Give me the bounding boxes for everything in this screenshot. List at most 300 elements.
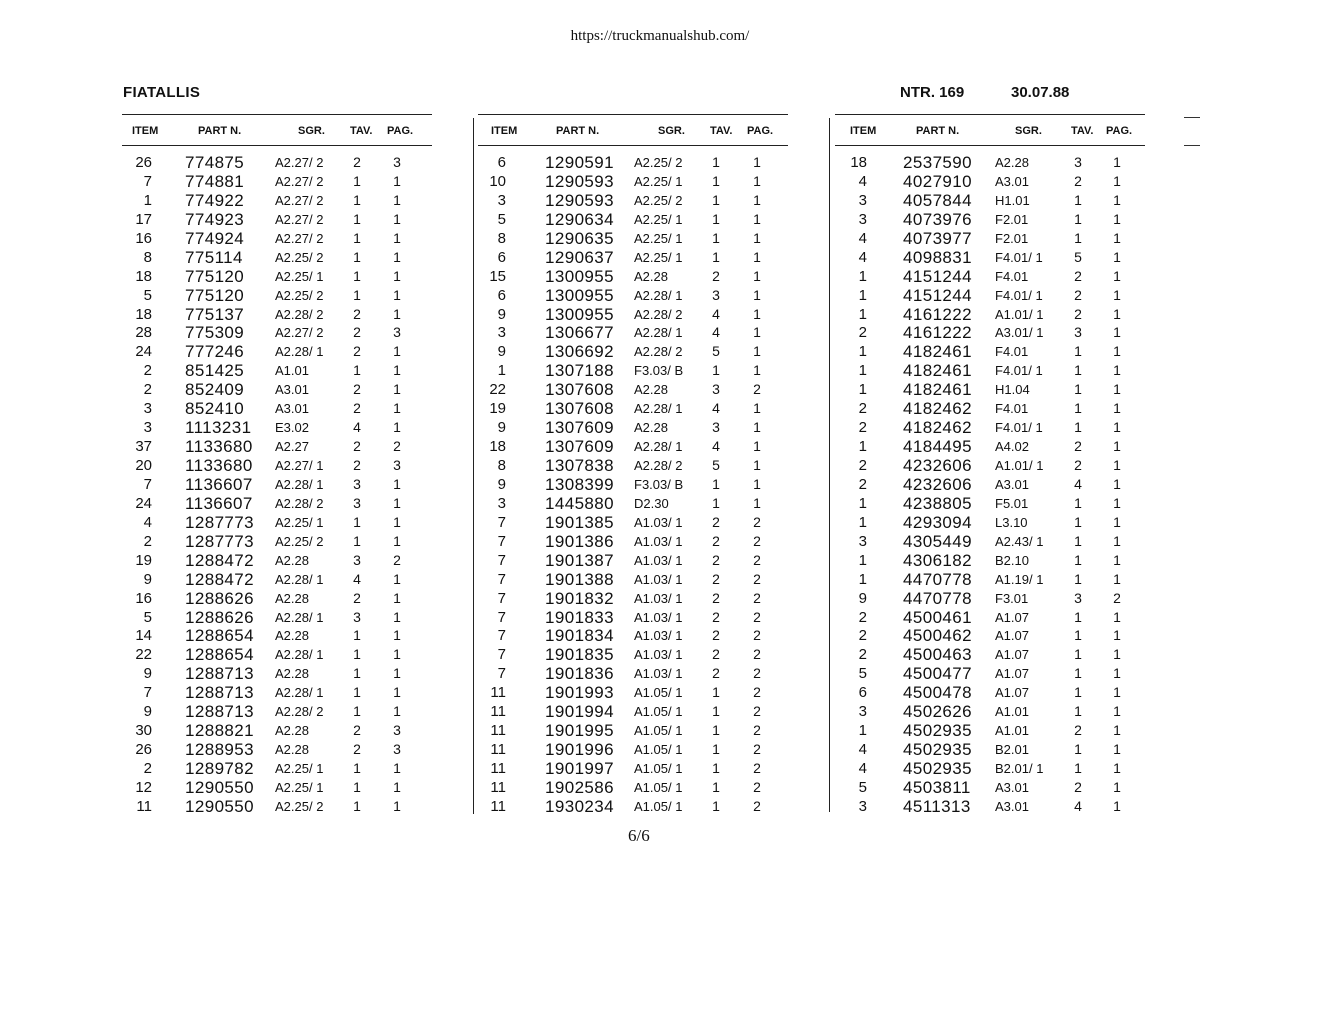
table-cell: 2 [712, 532, 720, 549]
part-number-cell: 4502626 [903, 702, 972, 722]
table-row [478, 286, 788, 305]
table-cell: 2 [712, 570, 720, 587]
subgroup-cell: F3.01 [995, 590, 1029, 606]
table-cell: 1 [712, 778, 720, 795]
item-cell: 7 [497, 627, 506, 645]
part-number-cell: 1445880 [545, 493, 614, 513]
part-number-cell: 774881 [185, 171, 245, 191]
subgroup-cell: A1.03/ 1 [634, 533, 683, 549]
part-number-cell: 1290593 [545, 190, 614, 210]
part-number-cell: 4182461 [903, 380, 972, 400]
table-row [835, 305, 1145, 324]
item-cell: 6 [497, 248, 506, 266]
part-number-cell: 775114 [185, 247, 243, 267]
part-number-cell: 1901386 [545, 531, 614, 551]
item-cell: 3 [858, 703, 867, 721]
part-number-cell: 1288626 [185, 588, 254, 608]
table-cell: 3 [353, 608, 361, 625]
table-cell: 1 [712, 210, 720, 227]
item-cell: 2 [858, 324, 867, 342]
part-number-cell: 1901385 [545, 512, 614, 532]
table-row [122, 191, 432, 210]
item-cell: 5 [858, 665, 867, 683]
page-cell: 1 [1113, 154, 1121, 170]
item-cell: 9 [497, 343, 506, 361]
item-cell: 2 [143, 532, 152, 550]
subgroup-cell: A1.03/ 1 [634, 609, 683, 625]
table-row [122, 418, 432, 437]
table-cell: 2 [353, 343, 361, 360]
subgroup-cell: D2.30 [634, 495, 669, 511]
table-cell: 1 [353, 627, 361, 644]
subgroup-cell: A3.01 [995, 779, 1029, 795]
part-number-cell: 4500462 [903, 626, 972, 646]
column-divider [829, 118, 830, 812]
page-cell: 1 [753, 191, 761, 208]
header-pag: PAG. [1106, 125, 1133, 137]
table-row [478, 437, 788, 456]
table-cell: 1 [712, 760, 720, 776]
subgroup-cell: A2.27/ 2 [275, 155, 324, 170]
table-cell: 2 [1074, 172, 1082, 189]
table-row [835, 456, 1145, 475]
table-row [478, 797, 788, 816]
part-number-cell: 4238805 [903, 493, 972, 513]
subgroup-cell: A1.07 [995, 609, 1029, 625]
item-cell: 11 [490, 760, 506, 777]
item-cell: 15 [489, 267, 506, 285]
subgroup-cell: A1.19/ 1 [995, 571, 1044, 587]
table-row [478, 778, 788, 797]
source-url[interactable]: https://truckmanualshub.com/ [570, 28, 750, 44]
table-row [835, 494, 1145, 513]
table-body [835, 146, 1145, 816]
table-row [478, 418, 788, 437]
table-row [122, 323, 432, 342]
subgroup-cell: A2.28/ 2 [634, 344, 683, 360]
part-number-cell: 1307609 [545, 437, 614, 457]
table-row [122, 456, 432, 475]
item-cell: 7 [497, 551, 506, 569]
table-row [122, 248, 432, 267]
part-number-cell: 4470778 [903, 569, 972, 589]
subgroup-cell: A2.25/ 1 [275, 268, 324, 284]
part-number-cell: 4500461 [903, 607, 972, 627]
table-row [478, 570, 788, 589]
table-cell: 3 [353, 475, 361, 492]
page-cell: 2 [1113, 589, 1121, 606]
part-number-cell: 4503811 [903, 777, 971, 797]
header-part: PART N. [916, 125, 960, 137]
subgroup-cell: E3.02 [275, 420, 309, 436]
subgroup-cell: A2.25/ 2 [275, 533, 324, 549]
table-row [835, 551, 1145, 570]
table-cell: 1 [353, 267, 361, 284]
part-number-cell: 1901833 [545, 607, 614, 627]
page-cell: 3 [393, 154, 401, 170]
subgroup-cell: B2.01 [995, 742, 1029, 758]
item-cell: 14 [135, 627, 152, 645]
table-row [835, 645, 1145, 664]
item-cell: 1 [858, 381, 867, 399]
item-cell: 9 [143, 570, 152, 588]
table-row [122, 437, 432, 456]
item-cell: 5 [497, 210, 506, 228]
subgroup-cell: A2.27 [275, 439, 309, 455]
item-cell: 1 [858, 722, 867, 740]
margin-mark [1184, 117, 1200, 118]
part-number-cell: 4073976 [903, 209, 972, 229]
header-pag: PAG. [747, 125, 774, 137]
table-row [122, 626, 432, 645]
page-cell: 2 [753, 551, 761, 568]
part-number-cell: 2537590 [903, 153, 972, 172]
part-number-cell: 1287773 [185, 531, 254, 551]
subgroup-cell: A2.25/ 2 [275, 287, 324, 303]
page-cell: 1 [1113, 438, 1121, 455]
item-cell: 30 [135, 722, 152, 740]
item-cell: 4 [858, 248, 867, 266]
table-cell: 1 [1074, 229, 1082, 246]
page-cell: 2 [393, 551, 401, 568]
subgroup-cell: F4.01/ 1 [995, 420, 1043, 436]
table-row [122, 361, 432, 380]
page-cell: 1 [753, 267, 761, 284]
subgroup-cell: F3.03/ B [634, 476, 684, 492]
table-cell: 1 [712, 494, 720, 511]
item-cell: 1 [858, 267, 867, 285]
table-cell: 2 [353, 305, 361, 322]
table-row [835, 475, 1145, 494]
item-cell: 5 [143, 608, 152, 626]
item-cell: 16 [135, 589, 152, 607]
table-cell: 1 [353, 760, 361, 776]
part-number-cell: 1288713 [185, 664, 254, 684]
subgroup-cell: A2.28/ 2 [634, 306, 683, 322]
table-cell: 1 [353, 210, 361, 227]
part-number-cell: 775137 [185, 304, 245, 324]
subgroup-cell: A2.25/ 1 [634, 211, 683, 227]
item-cell: 7 [497, 646, 506, 664]
table-row [122, 664, 432, 683]
part-number-cell: 1133680 [185, 456, 253, 475]
subgroup-cell: A1.03/ 1 [634, 666, 683, 682]
part-number-cell: 4293094 [903, 512, 972, 532]
table-cell: 1 [1074, 627, 1082, 644]
table-cell: 3 [712, 381, 720, 398]
subgroup-cell: A2.28 [275, 723, 309, 739]
subgroup-cell: A2.28/ 1 [275, 685, 324, 701]
page-cell: 1 [393, 419, 401, 436]
item-cell: 11 [490, 703, 506, 721]
subgroup-cell: L3.10 [995, 514, 1028, 530]
page-cell: 1 [753, 419, 761, 436]
item-cell: 11 [490, 684, 506, 702]
table-row [835, 608, 1145, 627]
page-cell: 2 [753, 760, 761, 776]
table-cell: 3 [712, 286, 720, 303]
header-part: PART N. [198, 125, 242, 137]
subgroup-cell: F3.03/ B [634, 363, 684, 379]
table-row [478, 589, 788, 608]
page-cell: 1 [393, 229, 401, 246]
subgroup-cell: F4.01 [995, 344, 1029, 360]
ntr-number: NTR. 169 [900, 84, 965, 101]
subgroup-cell: A2.43/ 1 [995, 533, 1044, 549]
subgroup-cell: A1.03/ 1 [634, 571, 683, 587]
part-number-cell: 775309 [185, 323, 245, 343]
table-row [122, 740, 432, 759]
page-cell: 1 [1113, 532, 1121, 549]
table-row [835, 342, 1145, 361]
part-number-cell: 1290591 [545, 153, 614, 172]
part-number-cell: 4151244 [903, 285, 972, 305]
parts-table-1 [122, 114, 432, 816]
page-cell: 2 [753, 570, 761, 587]
item-cell: 6 [497, 154, 506, 171]
part-number-cell: 851425 [185, 361, 245, 381]
table-cell: 1 [1074, 646, 1082, 663]
page-cell: 1 [1113, 797, 1121, 814]
table-row [835, 323, 1145, 342]
header-tav: TAV. [350, 125, 373, 137]
table-cell: 2 [353, 741, 361, 758]
table-row [122, 380, 432, 399]
table-row [122, 342, 432, 361]
table-row [478, 645, 788, 664]
table-row [122, 305, 432, 324]
part-number-cell: 1307609 [545, 418, 614, 438]
subgroup-cell: F5.01 [995, 495, 1029, 511]
part-number-cell: 1290637 [545, 247, 614, 267]
table-cell: 2 [1074, 267, 1082, 284]
item-cell: 3 [497, 494, 506, 512]
margin-mark [1184, 145, 1200, 146]
page-cell: 1 [1113, 172, 1121, 189]
table-row [478, 532, 788, 551]
part-number-cell: 774922 [185, 190, 245, 210]
item-cell: 7 [143, 475, 152, 493]
table-row [835, 683, 1145, 702]
table-cell: 1 [353, 684, 361, 701]
table-cell: 2 [712, 551, 720, 568]
page-cell: 1 [1113, 551, 1121, 568]
page-cell: 1 [753, 475, 761, 492]
subgroup-cell: A3.01 [275, 401, 309, 417]
page-cell: 1 [1113, 229, 1121, 246]
subgroup-cell: A2.25/ 2 [634, 155, 683, 170]
table-cell: 2 [712, 589, 720, 606]
item-cell: 19 [489, 400, 506, 418]
subgroup-cell: A1.03/ 1 [634, 647, 683, 663]
table-cell: 1 [1074, 494, 1082, 511]
page-cell: 2 [753, 703, 761, 720]
page-cell: 2 [753, 778, 761, 795]
part-number-cell: 774924 [185, 228, 245, 248]
header-item: ITEM [132, 125, 159, 137]
part-number-cell: 4182461 [903, 342, 972, 362]
subgroup-cell: A2.28/ 1 [275, 609, 324, 625]
header-sgr: SGR. [658, 125, 685, 137]
item-cell: 24 [135, 343, 152, 361]
parts-table-2 [478, 114, 788, 816]
table-row [835, 172, 1145, 191]
header-part: PART N. [556, 125, 600, 137]
subgroup-cell: A1.03/ 1 [634, 514, 683, 530]
item-cell: 2 [858, 608, 867, 626]
table-row [478, 494, 788, 513]
page-cell: 2 [753, 513, 761, 530]
table-row [835, 513, 1145, 532]
table-row [478, 475, 788, 494]
subgroup-cell: A2.28/ 1 [634, 401, 683, 417]
table-cell: 4 [712, 324, 720, 341]
page-cell: 1 [1113, 760, 1121, 776]
table-row [835, 437, 1145, 456]
page-cell: 1 [393, 267, 401, 284]
part-number-cell: 1290550 [185, 796, 254, 816]
table-cell: 2 [353, 324, 361, 341]
table-cell: 1 [353, 646, 361, 663]
item-cell: 2 [858, 400, 867, 418]
table-cell: 1 [1074, 551, 1082, 568]
part-number-cell: 4500463 [903, 645, 972, 665]
table-row [835, 570, 1145, 589]
table-row [478, 513, 788, 532]
subgroup-cell: A1.07 [995, 685, 1029, 701]
subgroup-cell: F4.01/ 1 [995, 363, 1043, 379]
part-number-cell: 1288821 [185, 721, 254, 741]
subgroup-cell: A2.27/ 2 [275, 230, 324, 246]
page-cell: 1 [1113, 191, 1121, 208]
item-cell: 17 [135, 210, 152, 228]
subgroup-cell: A1.03/ 1 [634, 552, 683, 568]
parts-table-3 [835, 114, 1145, 816]
item-cell: 3 [497, 324, 506, 342]
subgroup-cell: A2.25/ 1 [275, 761, 324, 776]
table-cell: 2 [1074, 438, 1082, 455]
part-number-cell: 852410 [185, 399, 245, 419]
part-number-cell: 4073977 [903, 228, 972, 248]
table-cell: 2 [353, 381, 361, 398]
item-cell: 3 [858, 797, 867, 815]
table-cell: 1 [1074, 703, 1082, 720]
table-row [835, 740, 1145, 759]
table-cell: 1 [1074, 760, 1082, 776]
item-cell: 1 [858, 362, 867, 380]
page-cell: 1 [1113, 494, 1121, 511]
item-cell: 3 [858, 210, 867, 228]
item-cell: 11 [490, 741, 506, 759]
table-cell: 4 [712, 305, 720, 322]
item-cell: 1 [858, 570, 867, 588]
page-cell: 2 [753, 722, 761, 739]
page-cell: 1 [753, 229, 761, 246]
subgroup-cell: A2.25/ 1 [634, 230, 683, 246]
part-number-cell: 4184495 [903, 437, 972, 457]
item-cell: 7 [497, 570, 506, 588]
table-row [122, 229, 432, 248]
page-cell: 1 [393, 475, 401, 492]
table-row [122, 399, 432, 418]
subgroup-cell: H1.04 [995, 382, 1030, 398]
header-sgr: SGR. [298, 125, 325, 137]
subgroup-cell: A2.25/ 2 [275, 798, 324, 814]
page-cell: 3 [393, 324, 401, 341]
header-sgr: SGR. [1015, 125, 1042, 137]
page-cell: 1 [753, 457, 761, 473]
page-cell: 1 [1113, 646, 1121, 663]
table-body [122, 146, 432, 816]
part-number-cell: 4500477 [903, 664, 972, 684]
table-row [835, 380, 1145, 399]
item-cell: 3 [858, 191, 867, 209]
table-cell: 1 [353, 665, 361, 682]
item-cell: 1 [858, 286, 867, 304]
table-row [835, 191, 1145, 210]
page-cell: 1 [393, 513, 401, 530]
page-cell: 1 [1113, 608, 1121, 625]
subgroup-cell: A2.27/ 2 [275, 325, 324, 341]
subgroup-cell: A3.01 [995, 476, 1029, 492]
table-row [122, 683, 432, 702]
table-cell: 2 [353, 400, 361, 417]
table-cell: 1 [1074, 381, 1082, 398]
page-cell: 1 [1113, 627, 1121, 644]
part-number-cell: 4182462 [903, 418, 972, 438]
part-number-cell: 4027910 [903, 171, 972, 191]
subgroup-cell: B2.01/ 1 [995, 761, 1044, 776]
table-row [122, 267, 432, 286]
page-cell: 1 [1113, 475, 1121, 492]
subgroup-cell: A2.28/ 1 [275, 647, 324, 663]
part-number-cell: 1307188 [545, 361, 614, 381]
table-row [835, 399, 1145, 418]
item-cell: 7 [497, 608, 506, 626]
header-pag: PAG. [387, 125, 414, 137]
page-cell: 1 [393, 797, 401, 814]
part-number-cell: 4161222 [903, 323, 972, 343]
item-cell: 22 [135, 646, 152, 664]
table-row [478, 172, 788, 191]
page-cell: 1 [1113, 419, 1121, 436]
table-cell: 2 [353, 589, 361, 606]
item-cell: 18 [135, 267, 152, 285]
item-cell: 4 [858, 741, 867, 759]
table-row [478, 380, 788, 399]
table-row [122, 645, 432, 664]
subgroup-cell: A2.27/ 2 [275, 211, 324, 227]
table-cell: 3 [353, 494, 361, 511]
page-cell: 1 [393, 532, 401, 549]
table-cell: 4 [353, 570, 361, 587]
subgroup-cell: A1.01 [995, 723, 1029, 739]
subgroup-cell: F2.01 [995, 211, 1029, 227]
page-cell: 1 [1113, 665, 1121, 682]
subgroup-cell: A1.01/ 1 [995, 306, 1044, 322]
table-row [835, 418, 1145, 437]
item-cell: 7 [497, 513, 506, 531]
table-cell: 1 [1074, 532, 1082, 549]
subgroup-cell: A2.25/ 1 [275, 779, 324, 795]
table-cell: 1 [1074, 419, 1082, 436]
item-cell: 9 [497, 475, 506, 493]
subgroup-cell: A2.28/ 2 [275, 704, 324, 720]
page-number: 6/6 [628, 826, 650, 845]
item-cell: 7 [497, 532, 506, 550]
table-row [835, 664, 1145, 683]
page-cell: 1 [1113, 267, 1121, 284]
